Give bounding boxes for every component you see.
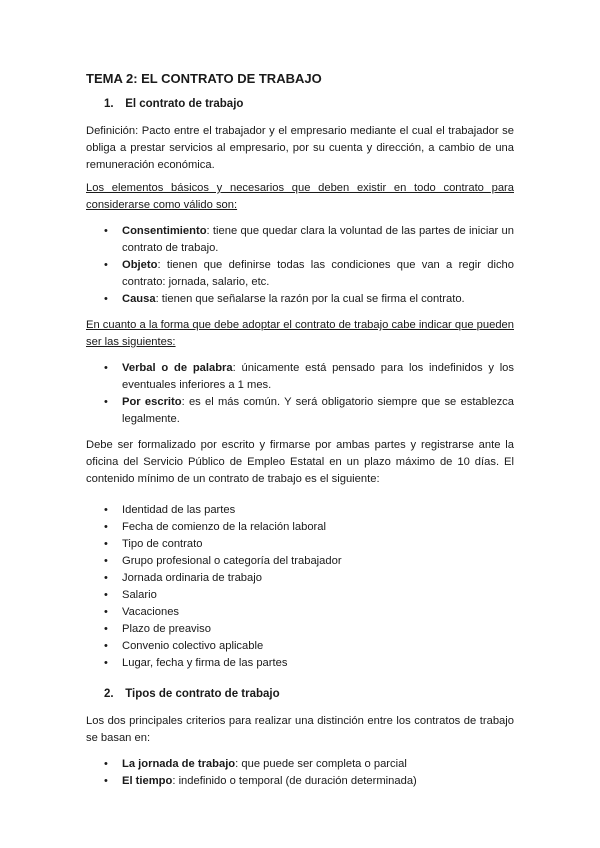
bullet-icon: • (104, 225, 108, 237)
list-item-term: Objeto (122, 259, 158, 271)
list-item-text: Tipo de contrato (122, 538, 203, 550)
list-item (86, 604, 514, 621)
bullet-icon: • (104, 259, 108, 271)
list-item-text: : únicamente está pensado para los indefinidos y los eventuales inferiores a 1 mes. (122, 362, 514, 391)
bullet-icon: • (104, 396, 108, 408)
list-item-text: : tienen que definirse todas las condiciones que van a regir dicho contrato: jornada, salario, etc. (122, 259, 514, 288)
forms-list (86, 360, 514, 428)
list-item (86, 257, 514, 291)
list-item-text: : es el más común. Y será obligatorio siempre que se establezca legalmente. (122, 396, 514, 425)
list-item (86, 773, 514, 790)
list-item-text: : indefinido o temporal (de duración determinada) (172, 775, 417, 787)
section-1-heading (86, 96, 514, 113)
bullet-icon: • (104, 538, 108, 550)
section-1-number: 1. (104, 98, 114, 110)
bullet-icon: • (104, 606, 108, 618)
section-2-number: 2. (104, 688, 114, 700)
criteria-intro: Los dos principales criterios para realizar una distinción entre los contratos de trabajo se basan en: (86, 715, 514, 744)
list-item-text: Convenio colectivo aplicable (122, 640, 264, 652)
criteria-list (86, 756, 514, 790)
list-item-text: : tiene que quedar clara la voluntad de las partes de iniciar un contrato de trabajo. (122, 225, 514, 254)
list-item (86, 394, 514, 428)
bullet-icon: • (104, 521, 108, 533)
list-item (86, 570, 514, 587)
list-item (86, 621, 514, 638)
bullet-icon: • (104, 572, 108, 584)
bullet-icon: • (104, 589, 108, 601)
list-item-text: Vacaciones (122, 606, 180, 618)
minimum-content-list (86, 502, 514, 672)
list-item (86, 223, 514, 257)
list-item-term: Verbal o de palabra (122, 362, 233, 374)
forms-intro: En cuanto a la forma que debe adoptar el contrato de trabajo cabe indicar que pueden ser las siguientes: (86, 319, 514, 348)
section-2-heading (86, 686, 514, 703)
page-title: TEMA 2: EL CONTRATO DE TRABAJO (86, 71, 322, 86)
list-item-text: Plazo de preaviso (122, 623, 211, 635)
list-item (86, 536, 514, 553)
list-item (86, 360, 514, 394)
list-item-term: Por escrito (122, 396, 182, 408)
list-item (86, 655, 514, 672)
list-item-text: Fecha de comienzo de la relación laboral (122, 521, 326, 533)
list-item (86, 291, 514, 308)
list-item-text: Salario (122, 589, 157, 601)
bullet-icon: • (104, 293, 108, 305)
list-item-text: Jornada ordinaria de trabajo (122, 572, 262, 584)
section-2-title: Tipos de contrato de trabajo (125, 688, 280, 700)
list-item (86, 756, 514, 773)
formalization-paragraph: Debe ser formalizado por escrito y firmarse por ambas partes y registrarse ante la oficina del Servicio Público de Empleo Estatal en un plazo máximo de 10 días. El contenido mínimo de un contrato de trabajo es el siguiente: (86, 439, 514, 485)
section-1-title: El contrato de trabajo (125, 98, 244, 110)
bullet-icon: • (104, 758, 108, 770)
list-item-text: Lugar, fecha y firma de las partes (122, 657, 288, 669)
list-item-text: : que puede ser completa o parcial (235, 758, 407, 770)
elements-intro: Los elementos básicos y necesarios que deben existir en todo contrato para considerarse como válido son: (86, 182, 514, 211)
bullet-icon: • (104, 504, 108, 516)
list-item (86, 553, 514, 570)
bullet-icon: • (104, 555, 108, 567)
list-item-text: Identidad de las partes (122, 504, 236, 516)
bullet-icon: • (104, 623, 108, 635)
bullet-icon: • (104, 775, 108, 787)
list-item (86, 519, 514, 536)
bullet-icon: • (104, 362, 108, 374)
list-item-term: Causa (122, 293, 156, 305)
list-item (86, 502, 514, 519)
list-item-text: : tienen que señalarse la razón por la cual se firma el contrato. (155, 293, 465, 305)
bullet-icon: • (104, 657, 108, 669)
list-item-term: El tiempo (122, 775, 173, 787)
elements-list (86, 223, 514, 308)
list-item-term: La jornada de trabajo (122, 758, 236, 770)
definition-paragraph: Definición: Pacto entre el trabajador y el empresario mediante el cual el trabajador se obliga a prestar servicios al empresario, por su cuenta y dirección, a cambio de una remuneración económica. (86, 125, 514, 171)
list-item-term: Consentimiento (122, 225, 207, 237)
list-item (86, 587, 514, 604)
list-item-text: Grupo profesional o categoría del trabajador (122, 555, 342, 567)
list-item (86, 638, 514, 655)
bullet-icon: • (104, 640, 108, 652)
